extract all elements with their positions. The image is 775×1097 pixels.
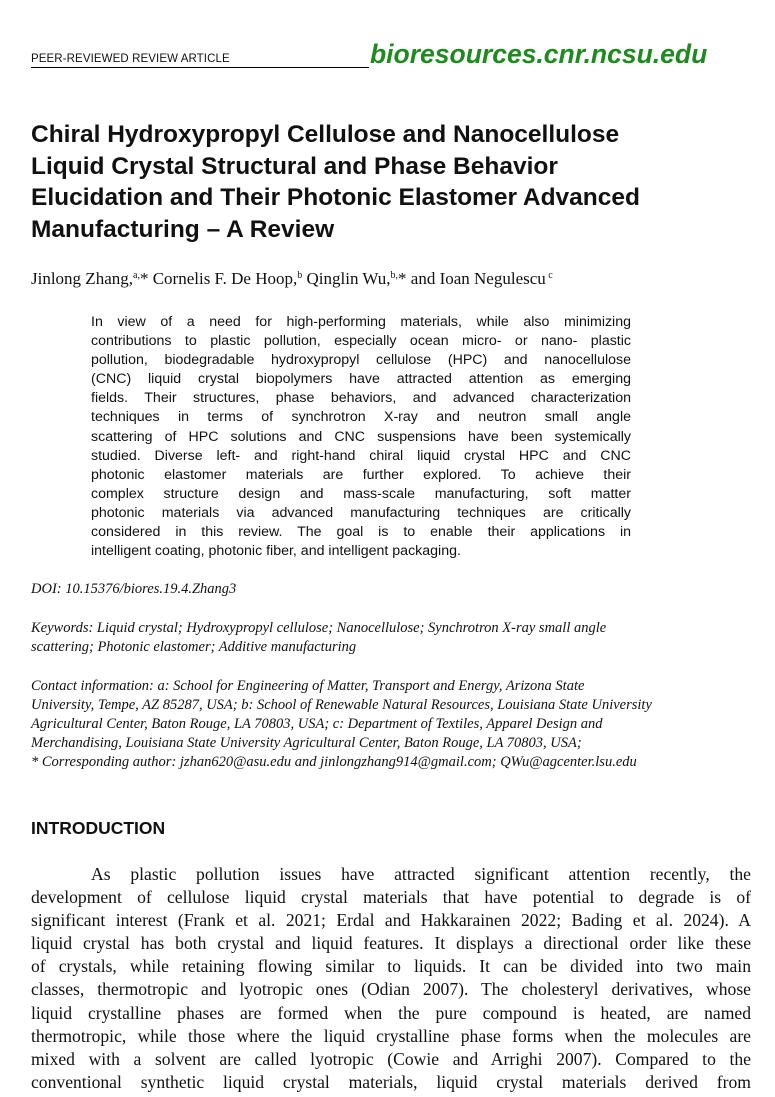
title-line: Chiral Hydroxypropyl Cellulose and Nanocellulose [31, 121, 620, 148]
contact-line: University, Tempe, AZ 85287, USA; b: School of Renewable Natural Resources, Louisiana State University [31, 697, 652, 713]
keywords [31, 619, 751, 657]
body-line: classes, thermotropic and lyotropic ones (Odian 2007). The cholesteryl derivatives, whose [31, 979, 751, 1000]
abstract-line: scattering of HPC solutions and CNC suspensions have been systemically [91, 428, 631, 445]
abstract-line: pollution, biodegradable hydroxypropyl cellulose (HPC) and nanocellulose [91, 352, 631, 369]
abstract-line: techniques in terms of synchrotron X-ray and neutron small angle [91, 409, 631, 426]
keywords-line: scattering; Photonic elastomer; Additive manufacturing [31, 639, 357, 655]
keywords-line: Keywords: Liquid crystal; Hydroxypropyl cellulose; Nanocellulose; Synchrotron X-ray small angle [31, 620, 607, 636]
journal-url[interactable]: bioresources.cnr.ncsu.edu [370, 39, 708, 69]
abstract-line: (CNC) liquid crystal biopolymers have attracted attention as emerging [91, 371, 631, 388]
body-line: As plastic pollution issues have attracted significant attention recently, the [91, 864, 751, 884]
author-affiliation: b [297, 270, 303, 281]
contact-information [31, 677, 761, 772]
abstract-line: In view of a need for high-performing materials, while also minimizing [91, 314, 631, 330]
author-affiliation: b, [390, 270, 399, 281]
abstract-line: photonic materials via advanced manufacturing techniques are critically [91, 504, 631, 521]
contact-line: Contact information: a: School for Engineering of Matter, Transport and Energy, Arizona State [31, 678, 585, 694]
article-title [31, 119, 751, 245]
body-line: development of cellulose liquid crystal materials that have potential to degrade is of [31, 887, 751, 908]
body-line: liquid crystal has both crystal and liquid features. It displays a directional order like these [31, 933, 751, 954]
abstract-line: intelligent coating, photonic fiber, and intelligent packaging. [91, 543, 461, 560]
body-line: thermotropic, while those where the liquid crystalline phase forms when the molecules are [31, 1025, 751, 1046]
abstract-line: studied. Diverse left- and right-hand chiral liquid crystal HPC and CNC [91, 447, 631, 464]
author-name: Ioan Negulescu [439, 269, 546, 288]
body-line: of crystals, while retaining flowing similar to liquids. It can be divided into two main [31, 956, 751, 977]
title-line: Manufacturing – A Review [31, 215, 335, 243]
author-name: Cornelis F. De Hoop, [152, 269, 298, 288]
author-name: Jinlong Zhang, [31, 269, 133, 288]
abstract-line: complex structure design and mass-scale manufacturing, soft matter [91, 485, 631, 502]
author-affiliation: c [545, 270, 553, 281]
contact-line: Agricultural Center, Baton Rouge, LA 70803, USA; c: Department of Textiles, Apparel Design and [31, 716, 603, 732]
body-line: significant interest (Frank et al. 2021; Erdal and Hakkarainen 2022; Bading et al. 2024). A [31, 910, 751, 931]
body-line: mixed with a solvent are called lyotropic (Cowie and Arrighi 2007). Compared to the [31, 1048, 751, 1069]
body-line: liquid crystalline phases are formed when the pure compound is heated, are named [31, 1002, 751, 1023]
title-line: Liquid Crystal Structural and Phase Behavior [31, 152, 558, 180]
title-line: Elucidation and Their Photonic Elastomer Advanced [31, 184, 640, 211]
corresponding-author: * Corresponding author: jzhan620@asu.edu and jinlongzhang914@gmail.com; QWu@agcenter.lsu.edu [31, 754, 637, 770]
abstract [91, 313, 631, 561]
section-heading-introduction: INTRODUCTION [31, 818, 166, 838]
author-separator: * [139, 269, 153, 288]
author-list [31, 265, 553, 290]
abstract-line: photonic elastomer materials are further explored. To achieve their [91, 466, 631, 483]
journal-section-label: PEER-REVIEWED REVIEW ARTICLE [31, 52, 369, 68]
abstract-line: considered in this review. The goal is to enable their applications in [91, 524, 631, 541]
author-affiliation: a, [133, 270, 140, 281]
abstract-line: fields. Their structures, phase behaviors, and advanced characterization [91, 390, 631, 407]
author-separator: * and [398, 269, 440, 288]
body-line: conventional synthetic liquid crystal materials, liquid crystal materials derived from [31, 1071, 751, 1092]
doi[interactable]: DOI: 10.15376/biores.19.4.Zhang3 [31, 581, 237, 597]
contact-line: Merchandising, Louisiana State University Agricultural Center, Baton Rouge, LA 70803, USA; [31, 735, 582, 751]
abstract-line: contributions to plastic pollution, especially ocean micro- or nano- plastic [91, 333, 631, 350]
author-name: Qinglin Wu, [306, 269, 391, 288]
introduction-body [31, 863, 751, 1094]
